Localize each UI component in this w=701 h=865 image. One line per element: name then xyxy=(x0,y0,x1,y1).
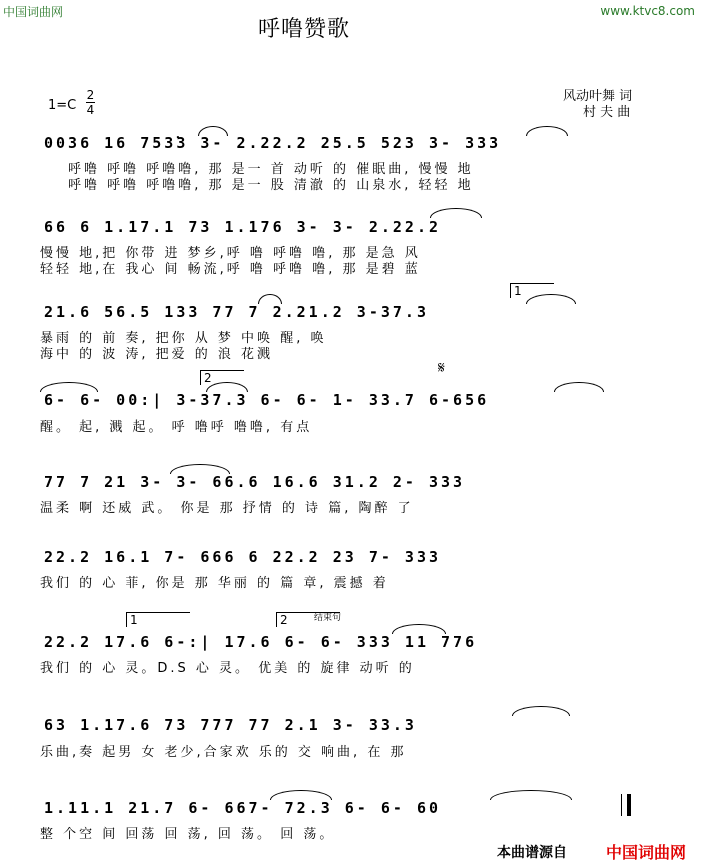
lyrics-row-2-verse-1: 慢慢 地,把 你带 进 梦乡,呼 噜 呼噜 噜, 那 是急 风 xyxy=(40,246,421,261)
volta-2-row-7: 2 xyxy=(276,612,340,627)
notation-row-3: 21.6 56.5 133 77 7 2.21.2 3-37.3 xyxy=(44,303,429,321)
song-title: 呼噜赞歌 xyxy=(258,17,351,42)
notation-row-2: 66 6 1.17.1 73 1.176 3- 3- 2.22.2 xyxy=(44,218,442,236)
meter-bottom: 4 xyxy=(86,103,95,117)
watermark-top-left: 中国词曲网 xyxy=(3,5,64,19)
lyrics-row-3-verse-2: 海中 的 波 涛, 把爱 的 浪 花溅 xyxy=(40,347,274,362)
time-signature xyxy=(86,88,95,117)
lyrics-row-7: 我们 的 心 灵。D.S 心 灵。 优美 的 旋律 动听 的 xyxy=(40,661,415,676)
lyrics-row-4: 醒。 起, 溅 起。 呼 噜呼 噜噜, 有点 xyxy=(40,420,313,435)
volta-1-row-7: 1 xyxy=(126,612,190,627)
lyricist-credit: 风动叶舞 词 xyxy=(563,89,633,104)
lyrics-row-8: 乐曲,奏 起男 女 老少,合家欢 乐的 交 响曲, 在 那 xyxy=(40,745,407,760)
coda-marking: 结束句 xyxy=(314,613,342,623)
volta-1-row-3: 1 xyxy=(510,283,554,298)
lyrics-row-6: 我们 的 心 菲, 你是 那 华丽 的 篇 章, 震撼 着 xyxy=(40,576,389,591)
notation-row-6: 22.2 16.1 7- 666 6 22.2 23 7- 333 xyxy=(44,548,442,566)
final-barline-thick xyxy=(627,794,631,816)
notation-row-1: 0036 16 753̇3 3- 2.22.2 25.5 523 3- 333 xyxy=(44,134,502,152)
watermark-bottom-right: 中国词曲网 xyxy=(606,843,687,862)
source-note: 本曲谱源自 xyxy=(497,845,567,861)
notation-row-8: 63 1.17.6 73 777 77 2.1 3- 33.3 xyxy=(44,716,417,734)
notation-row-7: 22.2 17.6 6-:| 17.6 6- 6- 333 11 776 xyxy=(44,633,478,651)
lyrics-row-1-verse-1: 呼噜 呼噜 呼噜噜, 那 是一 首 动听 的 催眠曲, 慢慢 地 xyxy=(68,162,474,177)
lyrics-row-9: 整 个空 间 回荡 回 荡, 回 荡。 回 荡。 xyxy=(40,827,336,842)
meter-top: 2 xyxy=(86,88,95,102)
segno-icon: 𝄋 xyxy=(438,358,445,377)
lyrics-row-3-verse-1: 暴雨 的 前 奏, 把你 从 梦 中唤 醒, 唤 xyxy=(40,331,327,346)
watermark-top-right: www.ktvc8.com xyxy=(600,4,695,18)
lyrics-row-2-verse-2: 轻轻 地,在 我心 间 畅流,呼 噜 呼噜 噜, 那 是碧 蓝 xyxy=(40,262,421,277)
notation-row-5: 77 7 21 3- 3- 66.6 16.6 31.2 2- 333 xyxy=(44,473,466,491)
composer-credit: 村 夫 曲 xyxy=(583,105,631,120)
notation-row-4: 6- 6- 00:| 3-37.3 6- 6- 1- 33.7 6-656 xyxy=(44,391,490,409)
key-signature: 1=C xyxy=(48,98,77,113)
final-barline-thin xyxy=(621,794,622,816)
volta-2-row-4: 2 xyxy=(200,370,244,385)
notation-row-9: 1.11.1 21.7 6- 667- 72.3 6- 6- 60 xyxy=(44,799,442,817)
lyrics-row-5: 温柔 啊 还威 武。 你是 那 抒情 的 诗 篇, 陶醉 了 xyxy=(40,501,414,516)
lyrics-row-1-verse-2: 呼噜 呼噜 呼噜噜, 那 是一 股 清澈 的 山泉水, 轻轻 地 xyxy=(68,178,474,193)
